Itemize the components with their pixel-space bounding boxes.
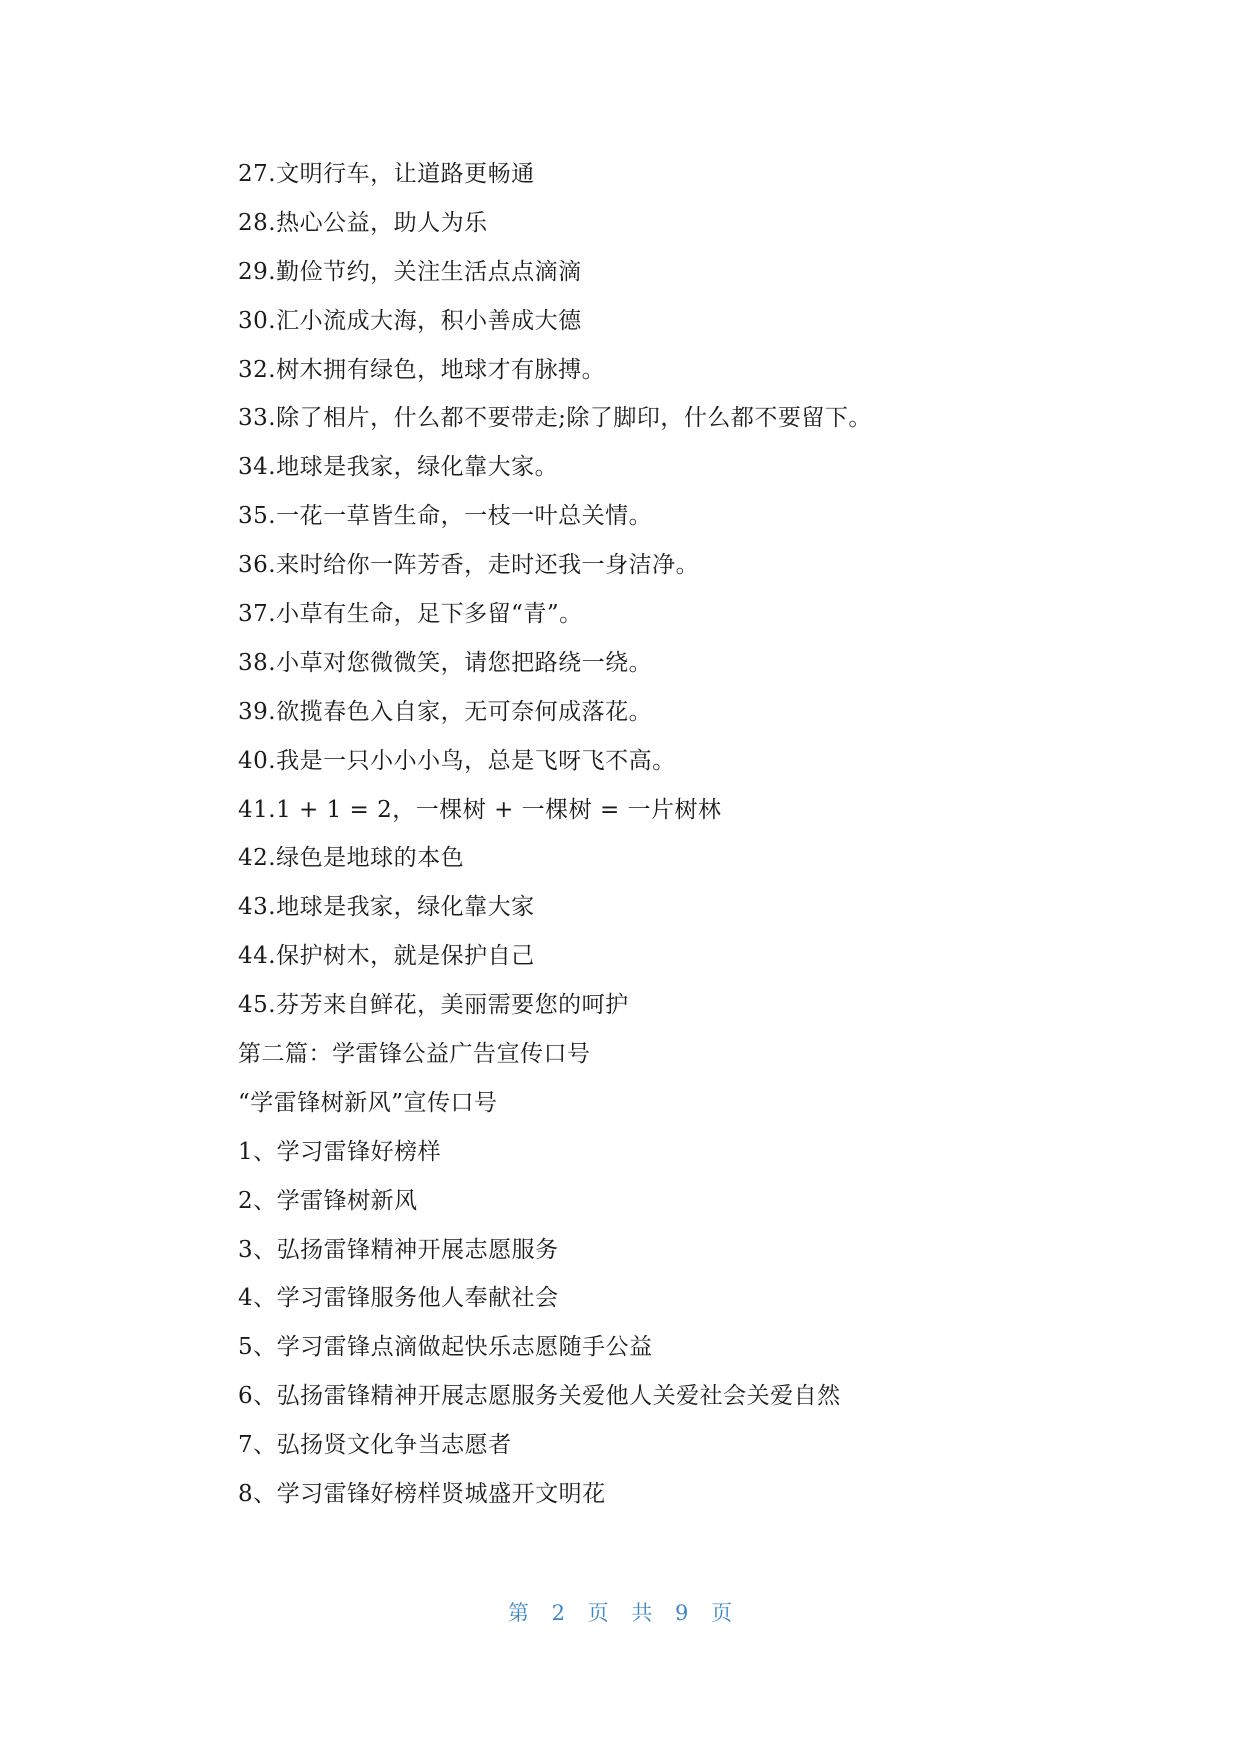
section-heading: 第二篇：学雷锋公益广告宣传口号	[238, 1041, 591, 1068]
text-line: 39.欲揽春色入自家，无可奈何成落花。	[238, 698, 653, 725]
text-line: 33.除了相片，什么都不要带走;除了脚印，什么都不要留下。	[238, 405, 872, 432]
text-line: 2、学雷锋树新风	[238, 1187, 418, 1214]
text-line: 27.文明行车，让道路更畅通	[238, 161, 535, 187]
text-line: 8、学习雷锋好榜样贤城盛开文明花	[238, 1481, 606, 1508]
text-line: 3、弘扬雷锋精神开展志愿服务	[238, 1236, 559, 1263]
text-line: 45.芬芳来自鲜花，美丽需要您的呵护	[238, 992, 629, 1019]
footer-word: 页	[587, 1601, 610, 1625]
text-line: 40.我是一只小小小鸟，总是飞呀飞不高。	[238, 747, 676, 774]
footer-word: 共	[631, 1601, 654, 1625]
footer-word: 第	[507, 1601, 530, 1625]
text-line: 7、弘扬贤文化争当志愿者	[238, 1432, 512, 1459]
text-line: 41.1 + 1 = 2，一棵树 + 一棵树 = 一片树林	[238, 796, 722, 823]
current-page-number: 2	[551, 1601, 566, 1625]
text-line: 38.小草对您微微笑，请您把路绕一绕。	[238, 649, 653, 676]
text-line: 29.勤俭节约，关注生活点点滴滴	[238, 258, 582, 285]
text-line: 6、弘扬雷锋精神开展志愿服务关爱他人关爱社会关爱自然	[238, 1383, 841, 1410]
text-line: 35.一花一草皆生命，一枝一叶总关情。	[238, 503, 653, 530]
text-line: 43.地球是我家，绿化靠大家	[238, 894, 535, 921]
text-line: 32.树木拥有绿色，地球才有脉搏。	[238, 356, 606, 383]
text-line: 37.小草有生命，足下多留“青”。	[238, 601, 583, 628]
document-body	[238, 156, 1138, 1525]
text-line: 5、学习雷锋点滴做起快乐志愿随手公益	[238, 1334, 653, 1361]
text-line: 44.保护树木，就是保护自己	[238, 943, 535, 970]
page-footer	[0, 1597, 1241, 1627]
text-line: 4、学习雷锋服务他人奉献社会	[238, 1285, 559, 1312]
text-line: 1、学习雷锋好榜样	[238, 1138, 442, 1165]
text-line: 28.热心公益，助人为乐	[238, 209, 488, 236]
text-line: 42.绿色是地球的本色	[238, 845, 465, 872]
text-line: 30.汇小流成大海，积小善成大德	[238, 307, 582, 334]
subsection-heading: “学雷锋树新风”宣传口号	[238, 1089, 498, 1116]
total-pages-number: 9	[675, 1601, 690, 1625]
text-line: 36.来时给你一阵芳香，走时还我一身洁净。	[238, 552, 700, 579]
footer-word: 页	[711, 1601, 734, 1625]
text-line: 34.地球是我家，绿化靠大家。	[238, 454, 559, 481]
